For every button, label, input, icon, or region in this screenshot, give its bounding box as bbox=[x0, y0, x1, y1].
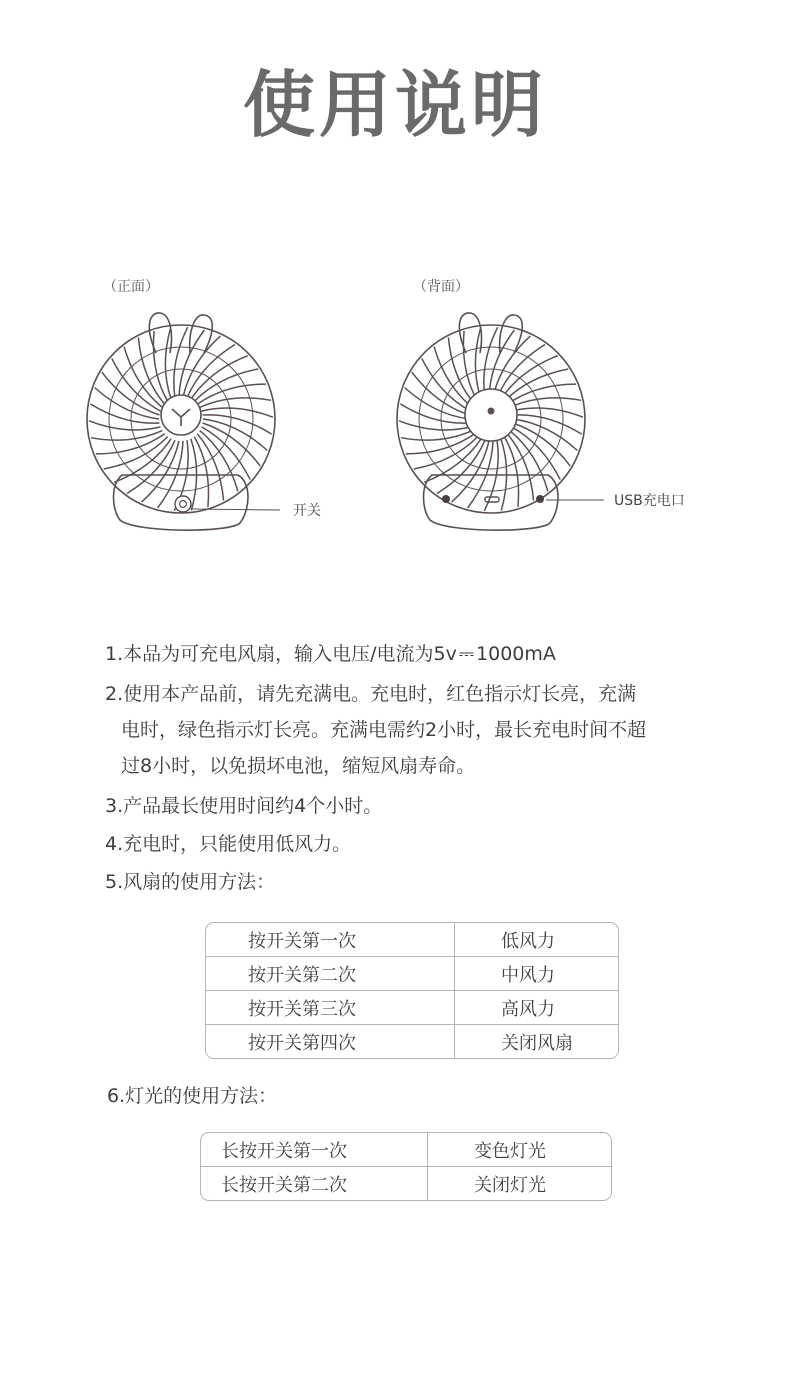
fan-blade bbox=[493, 336, 530, 397]
page-title: 使用说明 bbox=[242, 63, 547, 147]
fan-blade bbox=[452, 441, 489, 502]
table-row bbox=[206, 1025, 618, 1058]
instruction-2: 2.使用本产品前，请先充满电。充电时，红色指示灯长亮，充满 电时，绿色指示灯长亮。充满电需约2小时，最长充电时间不超 过8小时，以免损坏电池，缩短风扇寿命。 bbox=[105, 683, 647, 777]
fan-blade bbox=[513, 423, 571, 466]
table-cell-result: 高风力 bbox=[455, 991, 618, 1025]
fan-blade bbox=[138, 338, 164, 405]
table-row bbox=[206, 957, 618, 991]
fan-blade bbox=[197, 434, 223, 501]
table-row bbox=[206, 991, 618, 1025]
table-row bbox=[206, 923, 618, 957]
fan-blade bbox=[200, 398, 271, 408]
fan-blade bbox=[448, 338, 474, 405]
indicator-dot bbox=[442, 495, 450, 503]
switch-callout: 开关 bbox=[293, 503, 321, 519]
instruction-4: 4.充电时，只能使用低风力。 bbox=[105, 833, 352, 855]
table-cell-result: 关闭风扇 bbox=[501, 1032, 573, 1054]
fan-blade bbox=[202, 427, 251, 480]
table-cell-action: 按开关第四次 bbox=[206, 1025, 455, 1058]
fan-blade bbox=[507, 384, 576, 404]
fan-blade bbox=[102, 372, 160, 415]
fan-blade bbox=[406, 434, 475, 454]
fan-blade bbox=[513, 415, 582, 434]
table-cell-action: 按开关第二次 bbox=[206, 957, 455, 991]
fan-blade bbox=[203, 415, 272, 434]
fan-blade bbox=[89, 421, 161, 430]
fan-blade bbox=[507, 434, 533, 501]
fan-blade bbox=[91, 431, 162, 441]
indicator-dot bbox=[536, 495, 544, 503]
instruction-5-heading: 5.风扇的使用方法： bbox=[105, 871, 276, 893]
fan-blade bbox=[475, 328, 481, 400]
fan-back-hub bbox=[465, 389, 517, 441]
back-view-label: （背面） bbox=[413, 279, 469, 295]
table-cell-result: 低风力 bbox=[455, 923, 618, 957]
instruction-6-heading: 6.灯光的使用方法： bbox=[107, 1085, 278, 1107]
front-view-label: （正面） bbox=[103, 279, 159, 295]
fan-blade bbox=[165, 328, 171, 400]
fan-usage-table bbox=[205, 922, 619, 1059]
table-cell-action: 长按开关第一次 bbox=[201, 1133, 428, 1167]
table-row bbox=[201, 1133, 611, 1167]
fan-blade bbox=[203, 423, 261, 466]
fan-blade bbox=[401, 431, 472, 441]
usb-callout: USB充电口 bbox=[614, 493, 685, 509]
fan-blade bbox=[422, 358, 471, 411]
power-switch bbox=[175, 496, 191, 512]
table-cell-result: 中风力 bbox=[455, 957, 618, 991]
fan-blade bbox=[96, 434, 165, 454]
fan-blade bbox=[90, 404, 159, 423]
fan-blade bbox=[512, 427, 561, 480]
instruction-3: 3.产品最长使用时间约4个小时。 bbox=[105, 795, 383, 817]
fan-blade bbox=[512, 408, 584, 417]
fan-blade bbox=[400, 404, 469, 423]
fan-blade bbox=[510, 398, 581, 408]
fan-blade bbox=[112, 358, 161, 411]
fan-blade bbox=[399, 421, 471, 430]
instruction-1: 1.本品为可充电风扇，输入电压/电流为5v ⎓ 1000mA bbox=[105, 643, 556, 665]
light-usage-table bbox=[200, 1132, 612, 1201]
table-cell-action: 按开关第一次 bbox=[206, 923, 455, 957]
fan-blade bbox=[142, 441, 179, 502]
fan-blade bbox=[197, 384, 266, 404]
fan-blade bbox=[202, 408, 274, 417]
fan-blade bbox=[183, 336, 220, 397]
usb-port bbox=[485, 497, 499, 502]
dc-symbol: ⎓ bbox=[458, 643, 475, 665]
table-cell-action: 长按开关第二次 bbox=[201, 1167, 428, 1200]
fan-back-illustration bbox=[390, 305, 650, 545]
table-cell-action: 按开关第三次 bbox=[206, 991, 455, 1025]
table-cell-result: 变色灯光 bbox=[428, 1133, 611, 1167]
table-cell-result: 关闭灯光 bbox=[474, 1174, 546, 1196]
fan-hub bbox=[161, 395, 201, 435]
table-row bbox=[201, 1167, 611, 1200]
fan-blade bbox=[412, 372, 470, 415]
